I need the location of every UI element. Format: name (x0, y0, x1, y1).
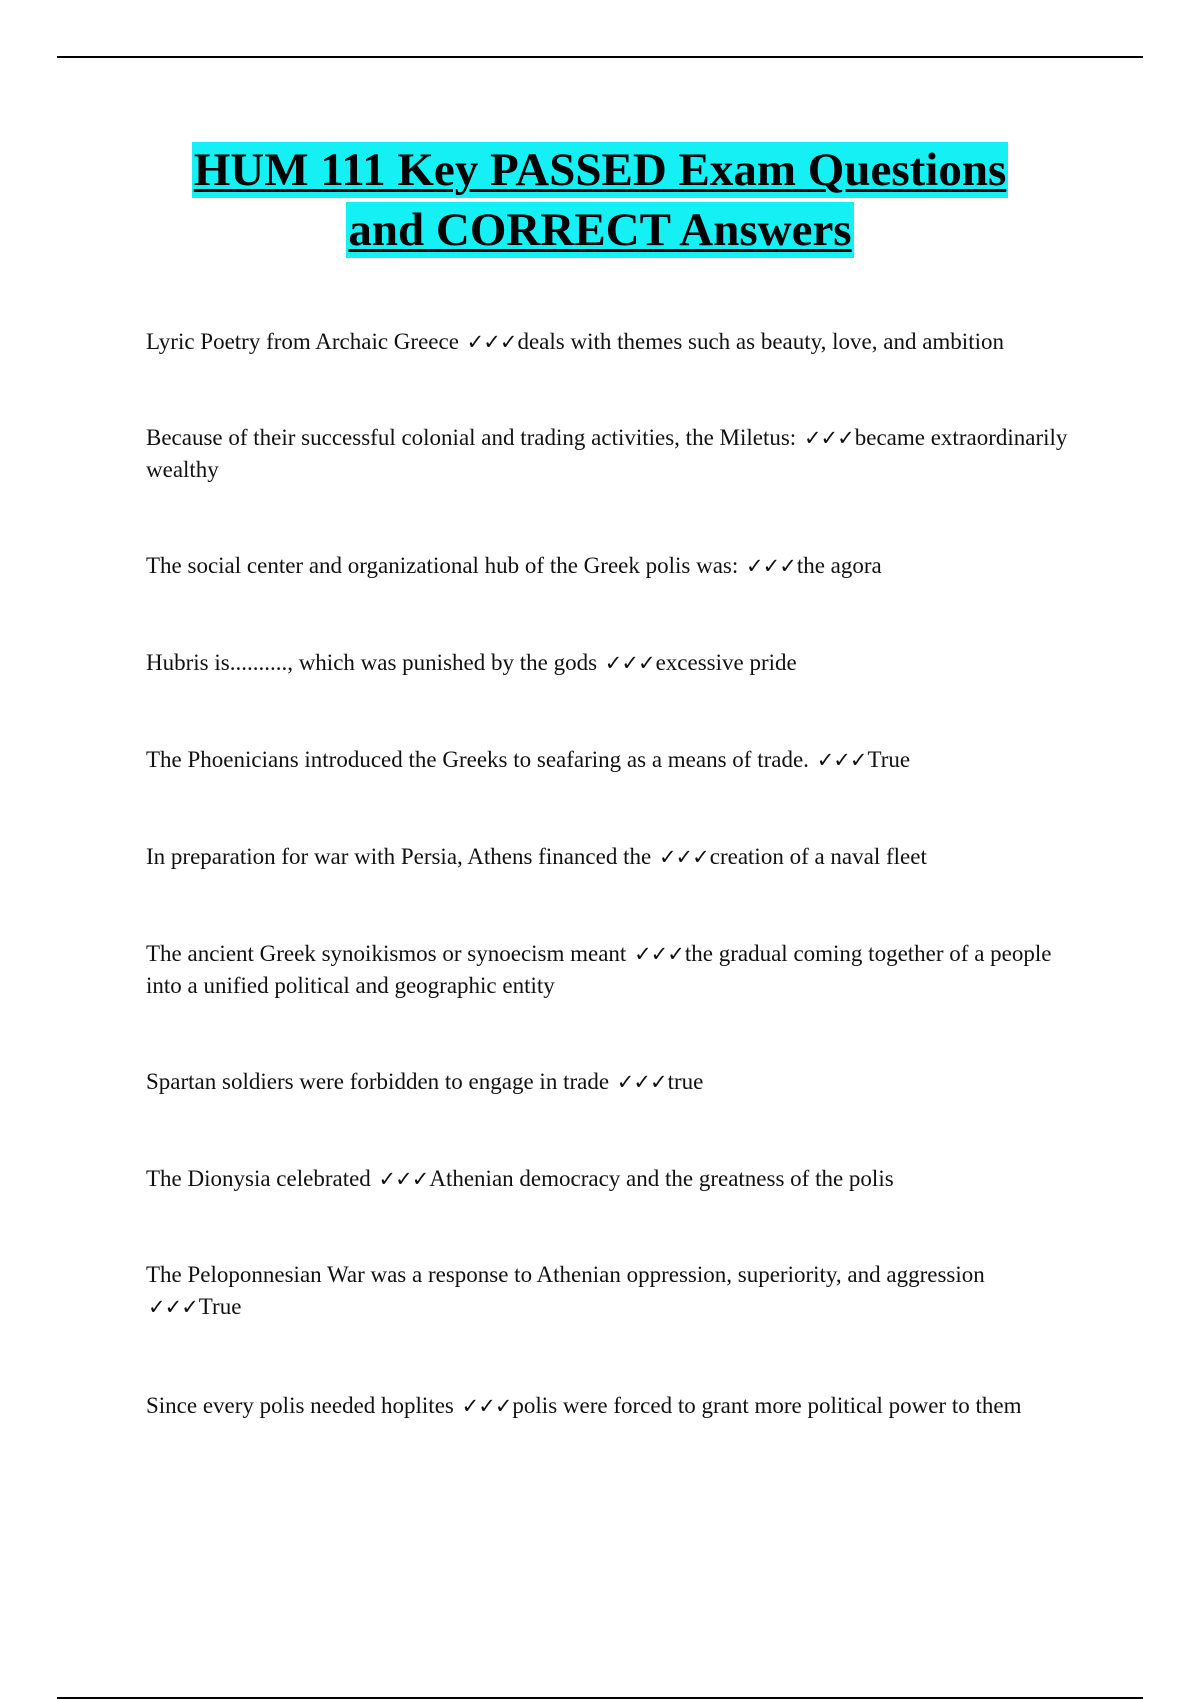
document-title (0, 142, 1200, 258)
question-text: The Peloponnesian War was a response to Athenian oppression, superiority, and aggression (146, 1262, 985, 1287)
check-mark-icon: ✓✓✓ (148, 1295, 198, 1319)
check-mark-icon: ✓✓✓ (466, 330, 517, 354)
bottom-rule (57, 1697, 1143, 1699)
qa-item (146, 744, 1076, 776)
question-text: The Phoenicians introduced the Greeks to seafaring as a means of trade. (146, 747, 809, 772)
check-mark-icon: ✓✓✓ (816, 748, 867, 772)
title-line-2: and CORRECT Answers (348, 204, 852, 256)
qa-item (146, 938, 1076, 1002)
answer-text: became extraordinarily wealthy (146, 425, 1068, 482)
question-text: The Dionysia celebrated (146, 1166, 371, 1191)
qa-item (146, 550, 1076, 582)
answer-text: excessive pride (655, 650, 797, 675)
answer-text: polis were forced to grant more political power to them (512, 1393, 1022, 1418)
answer-text: True (198, 1294, 242, 1319)
answer-text: True (867, 747, 911, 772)
question-text: Hubris is.........., which was punished by the gods (146, 650, 598, 675)
question-text: Spartan soldiers were forbidden to engage in trade (146, 1069, 610, 1094)
question-text: Because of their successful colonial and trading activities, the Miletus: (146, 425, 797, 450)
question-text: Lyric Poetry from Archaic Greece (146, 329, 459, 354)
answer-text: the gradual coming together of a people into a unified political and geographic entity (146, 941, 1052, 998)
check-mark-icon: ✓✓✓ (604, 651, 655, 675)
question-text: The ancient Greek synoikismos or synoecism meant (146, 941, 627, 966)
question-text: Since every polis needed hoplites (146, 1393, 454, 1418)
answer-text: Athenian democracy and the greatness of the polis (429, 1166, 894, 1191)
check-mark-icon: ✓✓✓ (658, 845, 709, 869)
top-rule (57, 56, 1143, 58)
answer-text: deals with themes such as beauty, love, and ambition (517, 329, 1004, 354)
check-mark-icon: ✓✓✓ (378, 1167, 429, 1191)
qa-item (146, 422, 1076, 486)
qa-item (146, 1390, 1076, 1422)
qa-item (146, 1259, 1076, 1323)
qa-item (146, 326, 1076, 358)
check-mark-icon: ✓✓✓ (634, 942, 684, 966)
title-line-1: HUM 111 Key PASSED Exam Questions (193, 144, 1007, 196)
question-text: In preparation for war with Persia, Athens financed the (146, 844, 652, 869)
qa-item (146, 1066, 1076, 1098)
answer-text: creation of a naval fleet (709, 844, 927, 869)
answer-text: the agora (796, 553, 882, 578)
check-mark-icon: ✓✓✓ (616, 1070, 667, 1094)
question-text: The social center and organizational hub of the Greek polis was: (146, 553, 739, 578)
qa-item (146, 647, 1076, 679)
answer-text: true (667, 1069, 704, 1094)
check-mark-icon: ✓✓✓ (803, 426, 854, 450)
check-mark-icon: ✓✓✓ (746, 554, 796, 578)
qa-item (146, 841, 1076, 873)
check-mark-icon: ✓✓✓ (461, 1394, 512, 1418)
qa-item (146, 1163, 1076, 1195)
